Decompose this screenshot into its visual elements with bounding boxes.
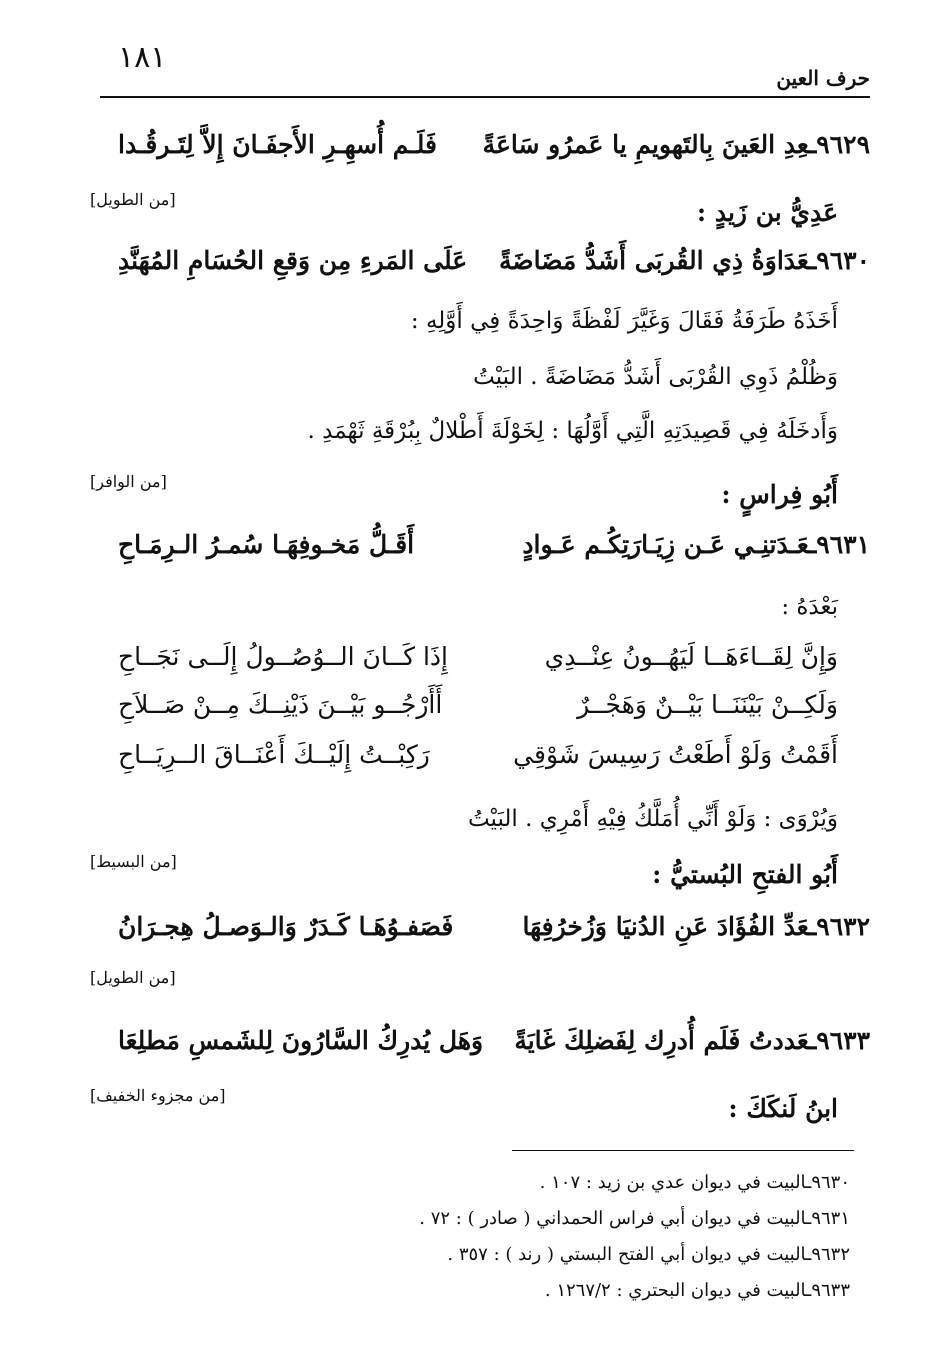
- footnote-number: ٩٦٣٠ـ: [806, 1172, 850, 1193]
- meter-label: [من البسيط]: [90, 852, 177, 871]
- verse-second-hemistich: رَكِبْــتُ إِلَيْــكَ أَعْنَــاقَ الــرِيَــاحِ: [118, 740, 430, 769]
- footnote-text: البيت في ديوان عدي بن زيد : ١٠٧ .: [539, 1172, 807, 1193]
- footnote: [545, 1280, 850, 1301]
- verse-first-text: عَـدَتنِـي عَـن زِيَـارَتِكُـم عَـوادٍ: [522, 530, 809, 559]
- verse-first-hemistich: [499, 246, 870, 275]
- verse-number: ٩٦٣٣ـ: [808, 1026, 870, 1055]
- verse-9630: [118, 246, 870, 290]
- footnote-number: ٩٦٣٢ـ: [806, 1244, 850, 1265]
- prose-line: وَيُرْوَى : وَلَوْ أَنِّي أُمَلَّكُ فِيْهِ أَمْرِي . البَيْتُ: [467, 806, 838, 832]
- verse-number: ٩٦٣١ـ: [808, 530, 870, 559]
- verse-second-hemistich: إِذَا كَــانَ الــوُصُــولُ إِلَــى نَجَــاحِ: [118, 642, 448, 671]
- verse-first-hemistich: وَإِنَّ لِقَــاءَهَــا لَيَهُــونُ عِنْــدِي: [544, 642, 838, 671]
- verse-first-hemistich: [522, 530, 870, 559]
- verse-plain: [118, 642, 838, 686]
- verse-second-hemistich: عَلَى المَرءِ مِن وَقعِ الحُسَامِ المُهَنَّدِ: [118, 246, 468, 275]
- meter-label: [من الطويل]: [90, 968, 176, 987]
- verse-first-text: عَدَاوَةُ ذِي القُربَى أَشَدُّ مَضَاضَةً: [499, 246, 809, 275]
- verse-number: ٩٦٢٩ـ: [808, 130, 870, 159]
- footnote-text: البيت في ديوان أبي فراس الحمداني ( صادر ) : ٧٢ .: [419, 1208, 807, 1229]
- meter-label: [من الوافر]: [90, 472, 167, 491]
- verse-second-hemistich: أَأَرْجُــو بَيْــنَ ذَيْنِــكَ مِــنْ صَــلاَحِ: [118, 690, 443, 719]
- verse-first-hemistich: [514, 1026, 870, 1055]
- footnote-number: ٩٦٣٣ـ: [806, 1280, 850, 1301]
- verse-first-text: عَددتُ فَلَم أُدرِك لِفَضلِكَ غَايَةً: [514, 1026, 809, 1055]
- verse-first-hemistich: [523, 912, 871, 941]
- verse-plain: [118, 740, 838, 784]
- footnote: [447, 1244, 850, 1265]
- footnote-text: البيت في ديوان أبي الفتح البستي ( رند ) : ٣٥٧ .: [447, 1244, 807, 1265]
- verse-second-hemistich: وَهَل يُدرِكُ السَّارُونَ لِلشَمسِ مَطلِعَا: [118, 1026, 484, 1055]
- verse-9629: [118, 130, 870, 174]
- footnote-rule: [512, 1150, 854, 1151]
- meter-label: [من الطويل]: [90, 190, 176, 209]
- verse-9632: [118, 912, 870, 956]
- verse-number: ٩٦٣٠ـ: [808, 246, 870, 275]
- footnote-text: البيت في ديوان البحتري : ١٢٦٧/٢ .: [544, 1280, 807, 1301]
- verse-first-text: عِدِ العَينَ بِالتَهويمِ يا عَمرُو سَاعَةً: [482, 130, 809, 159]
- verse-9633: [118, 1026, 870, 1070]
- footnote: [419, 1208, 850, 1229]
- prose-line: وَظُلْمُ ذَوِي القُرْبَى أَشَدُّ مَضَاضَةً . البَيْتُ: [473, 364, 838, 390]
- verse-second-hemistich: أَقَـلُّ مَخـوفِهَـا سُمـرُ الـرِمَـاحِ: [118, 530, 415, 559]
- verse-number: ٩٦٣٢ـ: [808, 912, 870, 941]
- prose-line: وَأَدخَلَهُ فِي قَصِيدَتِهِ الَّتِي أَوَّلُهَا : لِخَوْلَةَ أَطْلالٌ بِبُرْقَةِ ثَهْمَدِ .: [307, 418, 838, 444]
- footnote-number: ٩٦٣١ـ: [806, 1208, 850, 1229]
- running-title: حرف العين: [776, 66, 870, 90]
- verse-first-hemistich: وَلَكِــنْ بَيْنَنَــا بَيْــنٌ وَهَجْــرٌ: [577, 690, 838, 719]
- verse-9631: [118, 530, 870, 574]
- poet-name: أَبُو الفتحِ البُستيُّ :: [652, 860, 838, 889]
- page-number: ١٨١: [118, 40, 167, 75]
- meter-label: [من مجزوء الخفيف]: [90, 1086, 226, 1105]
- prose-line: بَعْدَهُ :: [781, 594, 838, 620]
- prose-line: أَخَذَهُ طَرَفَةُ فَقَالَ وَغَيَّرَ لَفْظَةً وَاحِدَةً فِي أَوَّلِهِ :: [410, 308, 838, 334]
- verse-second-hemistich: فَلَـم أُسهِـرِ الأَجفَـانَ إِلاَّ لِتَـرقُـدا: [118, 130, 437, 159]
- verse-first-hemistich: [483, 130, 870, 159]
- poet-name: عَدِيُّ بن زَيدٍ :: [696, 198, 838, 227]
- verse-first-hemistich: أَقَمْتُ وَلَوْ أَطَعْتُ رَسِيسَ شَوْقِي: [513, 740, 838, 769]
- poet-name: ابنُ لَنكَكَ :: [728, 1094, 838, 1123]
- verse-second-hemistich: فَصَفـوُهَـا كَـدَرٌ وَالـوَصـلُ هِجـرَانُ: [118, 912, 454, 941]
- header-rule: [100, 96, 870, 98]
- footnote: [540, 1172, 850, 1193]
- verse-first-text: عَدِّ الفُؤَادَ عَنِ الدُنيَا وَزُخرُفِهَا: [522, 912, 809, 941]
- verse-plain: [118, 690, 838, 734]
- poet-name: أَبُو فِراسٍ :: [721, 480, 838, 509]
